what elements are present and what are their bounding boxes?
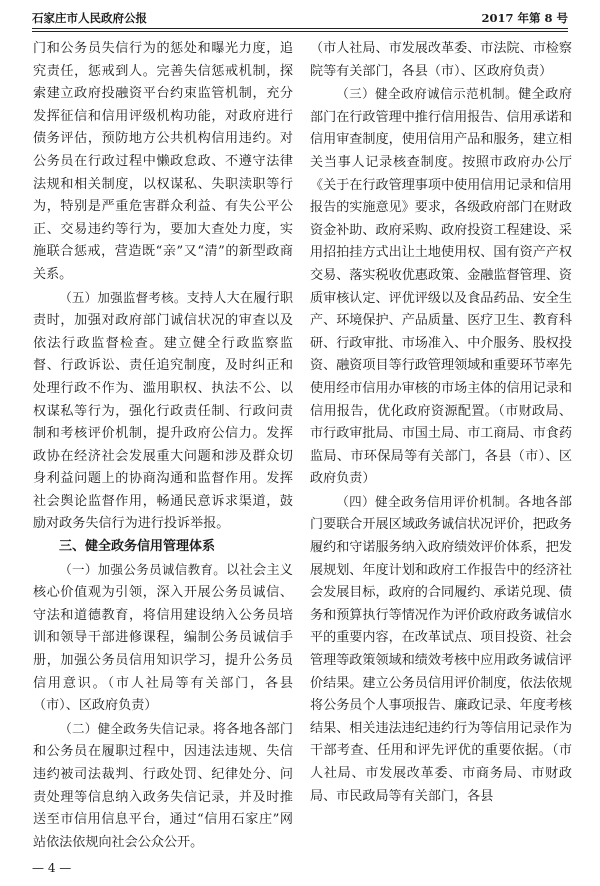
subheading-education: （一）加强公务员诚信教育。 — [59, 561, 227, 577]
subheading-demonstration: （三）健全政府诚信示范机制。 — [336, 86, 519, 102]
section-heading: 三、健全政务信用管理体系 — [59, 539, 216, 555]
paragraph-demonstration-text: 健全政府部门在行政管理中推行信用报告、信用承诺和信用审查制度，使用信用产品和服务，建立相关当事人记录核查制度。按照市政府办公厅《关于在行政管理事项中使用信用记录和信用报告的实施意见》要求，各级政府部门在财政资金补助、政府采购、政府投资工程建设、采用招拍挂方式出让土地使用权、国有资产产权交易、落实税收优惠政策、金融监督管理、资质审核认定、评优评级以及食品药品、安全生产、环境保护、产品质量、医疗卫生、教育科研、行政审批、市场准入、中介服务、股权投资、融资项目等行政管理领域和重要环节率先使用经市信用办审核的市场主体的信用记录和信用报告，优化政府资源配置。（市财政局、市行政审批局、市国土局、市工商局、市食药监局、市环保局等有关部门，各县（市）、区政府负责） — [310, 87, 572, 487]
right-column — [310, 38, 572, 808]
paragraph-education-text: 以社会主义核心价值观为引领，深入开展公务员诚信、守法和道德教育，将信用建设纳入公务员培训和领导干部进修课程，编制公务员诚信手册，加强公务员信用知识学习，提升公务员信用意识。（市人社局等有关部门，各县（市）、区政府负责） — [33, 562, 293, 714]
paragraph-records — [33, 718, 293, 855]
subheading-supervision: （五）加强监督考核。 — [59, 289, 187, 305]
paragraph-demonstration — [310, 83, 572, 491]
header-rule-thin — [32, 31, 568, 32]
paragraph-evaluation-text: 各地各部门要联合开展区域政务诚信状况评价，把政务履约和守诺服务纳入政府绩效评价体系，把发展规划、年度计划和政府工作报告中的经济社会发展目标，政府的合同履约、承诺兑现、债务和预算执行等情况作为评价政府政务诚信水平的重要内容，在改革试点、项目投资、社会管理等政策领域和绩效考核中应用政务诚信评价结果。建立公务员信用评价制度，依法依规将公务员个人事项报告、廉政记录、年度考核结果、相关违法违纪违约行为等信用记录作为干部考查、任用和评先评优的重要依据。（市人社局、市发展改革委、市商务局、市财政局、市民政局等有关部门，各县 — [310, 494, 572, 804]
page-header — [32, 8, 568, 28]
paragraph-continued: 门和公务员失信行为的惩处和曝光力度，追究责任，惩戒到人。完善失信惩戒机制，探索建立政府投融资平台约束监管机制，充分发挥征信和信用评级机构功能，对政府进行债务评估，预防地方公共机构信用违约。对公务员在行政过程中懒政怠政、不遵守法律法规和相关制度，以权谋私、失职渎职等行为，特别是严重危害群众利益、有失公平公正、交易违约等行为，要加大查处力度，实施联合惩戒，营造既“亲”又“清”的新型政商关系。 — [33, 41, 293, 282]
page-number: — 4 — — [32, 861, 72, 875]
paragraph-records-text: 将各地各部门和公务员在履职过程中，因违法违规、失信违约被司法裁判、行政处罚、纪律处分、问责处理等信息纳入政务失信记录，并及时推送至市信用信息平台，通过“信用石家庄”网站依法依规向社会公众公开。 — [33, 721, 293, 850]
paragraph-responsible: （市人社局、市发展改革委、市法院、市检察院等有关部门，各县（市）、区政府负责） — [310, 41, 572, 79]
paragraph-supervision — [33, 287, 293, 537]
journal-title: 石家庄市人民政府公报 — [32, 11, 147, 25]
paragraph-supervision-text: 支持人大在履行职责时，加强对政府部门诚信状况的审查以及依法行政监督检查。建立健全行政监察监督、行政诉讼、责任追究制度，及时纠正和处理行政不作为、滥用职权、执法不公、以权谋私等行为，强化行政责任制、行政问责制和考核评价机制，提升政府公信力。发挥政协在经济社会发展重大问题和涉及群众切身利益问题上的协商沟通和监督作用。发挥社会舆论监督作用，畅通民意诉求渠道，鼓励对政务失信行为进行投诉举报。 — [33, 290, 293, 532]
subheading-evaluation: （四）健全政务信用评价机制。 — [336, 493, 519, 509]
issue-number: 2017 年第 8 号 — [481, 11, 568, 25]
paragraph-education — [33, 559, 293, 718]
left-column — [33, 38, 293, 854]
subheading-records: （二）健全政务失信记录。 — [59, 720, 213, 736]
paragraph-evaluation — [310, 491, 572, 808]
header-rule — [32, 28, 568, 29]
